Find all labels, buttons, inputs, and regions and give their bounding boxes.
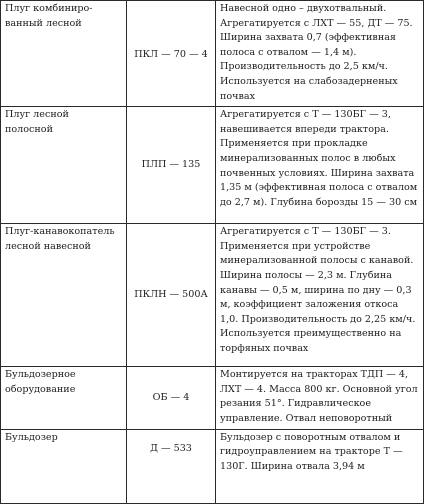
table-row bbox=[1, 429, 424, 503]
equipment-description-cell bbox=[216, 367, 424, 429]
equipment-description: Агрегатируется с Т — 130БГ — 3, навешивается впереди трактора. Применяется при прокладке минерализованных полос в любых почвенных условиях. Ширина захвата 1,35 м (эффективная полоса с отвалом до 2,7 м). Глубина борозды 15 — 30 см bbox=[220, 109, 418, 208]
equipment-name-cell bbox=[1, 224, 127, 367]
equipment-description: Навесной одно – двухотвальный. Агрегатируется с ЛХТ — 55, ДТ — 75. Ширина захвата 0,7 (эффективная полоса с отвалом — 1,4 м). Производительность до 2,5 км/ч. Используется на слабозадерненых почвах bbox=[220, 3, 413, 102]
equipment-model: Д — 533 bbox=[150, 442, 192, 454]
equipment-model: ОБ — 4 bbox=[152, 391, 190, 403]
equipment-name: Плуг лесной полосной bbox=[5, 109, 69, 135]
equipment-description-cell bbox=[216, 429, 424, 503]
equipment-model-cell bbox=[127, 107, 216, 224]
equipment-description-cell bbox=[216, 107, 424, 224]
equipment-model-cell bbox=[127, 224, 216, 367]
equipment-model: ПКЛН — 500А bbox=[134, 288, 208, 300]
table-row bbox=[1, 107, 424, 224]
equipment-model-cell bbox=[127, 1, 216, 107]
equipment-description-cell bbox=[216, 1, 424, 107]
equipment-model-cell bbox=[127, 367, 216, 429]
equipment-name: Плуг-канавокопатель лесной навесной bbox=[5, 226, 115, 252]
equipment-name: Плуг комбиниро-ванный лесной bbox=[5, 3, 93, 29]
equipment-description-cell bbox=[216, 224, 424, 367]
equipment-description: Агрегатируется с Т — 130БГ — 3. Применяется при устройстве минерализованной полосы с канавой. Ширина полосы — 2,3 м. Глубина канавы — 0,5 м, ширина по дну — 0,3 м, коэффициент заложения откоса 1,0. Производительность до 2,25 км/ч. Используется преимущественно на торфяных почвах bbox=[220, 226, 416, 354]
equipment-description: Бульдозер с поворотным отвалом и гидроуправлением на тракторе Т — 130Г. Ширина отвала 3,94 м bbox=[220, 431, 403, 472]
equipment-model-cell bbox=[127, 429, 216, 503]
table-row bbox=[1, 367, 424, 429]
equipment-name: Бульдозер bbox=[5, 431, 58, 443]
equipment-name: Бульдозерное оборудование bbox=[5, 369, 76, 395]
equipment-name-cell bbox=[1, 1, 127, 107]
equipment-model: ПЛП — 135 bbox=[141, 158, 201, 170]
equipment-name-cell bbox=[1, 107, 127, 224]
table-row bbox=[1, 1, 424, 107]
table-row bbox=[1, 224, 424, 367]
equipment-name-cell bbox=[1, 429, 127, 503]
equipment-description: Монтируется на тракторах ТДП — 4, ЛХТ — 4. Масса 800 кг. Основной угол резания 51°. Гидравлическое управление. Отвал неповоротный bbox=[220, 369, 418, 424]
equipment-name-cell bbox=[1, 367, 127, 429]
equipment-model: ПКЛ — 70 — 4 bbox=[134, 48, 208, 60]
